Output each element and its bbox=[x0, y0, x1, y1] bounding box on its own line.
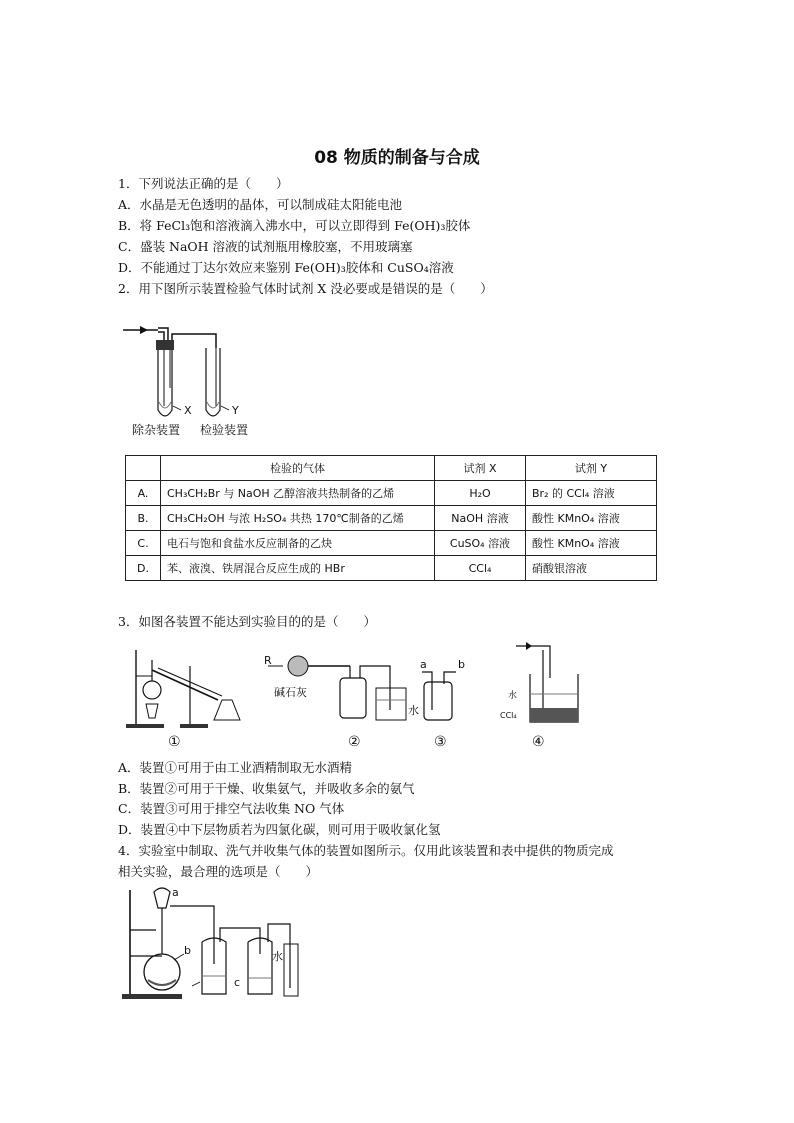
q3-device-4 bbox=[500, 642, 578, 750]
table-header bbox=[126, 456, 161, 481]
table-cell: NaOH 溶液 bbox=[435, 506, 526, 531]
q1-stem: 1．下列说法正确的是（ ） bbox=[118, 176, 289, 191]
q1-option-c: C．盛装 NaOH 溶液的试剂瓶用橡胶塞，不用玻璃塞 bbox=[118, 239, 413, 254]
table-cell: H₂O bbox=[435, 481, 526, 506]
table-cell: D. bbox=[126, 556, 161, 581]
q3-option-b: B．装置②可用于干燥、收集氨气，并吸收多余的氨气 bbox=[118, 781, 415, 796]
table-header: 检验的气体 bbox=[161, 456, 435, 481]
q4-label-water: 水 bbox=[272, 950, 283, 963]
q3-device-2 bbox=[264, 654, 419, 750]
q3-label-r: R bbox=[264, 654, 272, 667]
q1-option-b: B．将 FeCl₃饱和溶液滴入沸水中，可以立即得到 Fe(OH)₃胶体 bbox=[118, 218, 471, 233]
q3-option-a: A．装置①可用于由工业酒精制取无水酒精 bbox=[118, 760, 353, 775]
q4-label-c: c bbox=[234, 976, 241, 989]
q3-option-d: D．装置④中下层物质若为四氯化碳，则可用于吸收氯化氢 bbox=[118, 822, 441, 837]
table-cell: Br₂ 的 CCl₄ 溶液 bbox=[526, 481, 657, 506]
q4-label-b: b bbox=[184, 944, 191, 957]
table-row bbox=[126, 556, 657, 581]
q3-label-soda-lime: 碱石灰 bbox=[274, 686, 307, 699]
table-cell: B. bbox=[126, 506, 161, 531]
q2-options-table bbox=[125, 455, 657, 581]
q2-label-right: 检验装置 bbox=[200, 423, 249, 437]
q3-label-n1: ① bbox=[168, 734, 181, 750]
q3-label-b: b bbox=[458, 658, 465, 671]
q4-stem-line1: 4．实验室中制取、洗气并收集气体的装置如图所示。仅用此该装置和表中提供的物质完成 bbox=[118, 843, 614, 858]
table-cell: 苯、液溴、铁屑混合反应生成的 HBr bbox=[161, 556, 435, 581]
table-cell: CuSO₄ 溶液 bbox=[435, 531, 526, 556]
q3-stem: 3．如图各装置不能达到实验目的的是（ ） bbox=[118, 614, 376, 629]
table-row bbox=[126, 531, 657, 556]
table-cell: 硝酸银溶液 bbox=[526, 556, 657, 581]
q3-apparatus-figure bbox=[118, 638, 588, 753]
table-cell: CH₃CH₂Br 与 NaOH 乙醇溶液共热制备的乙烯 bbox=[161, 481, 435, 506]
q3-label-n3: ③ bbox=[434, 734, 447, 750]
q3-label-water2: 水 bbox=[508, 691, 518, 701]
table-row bbox=[126, 481, 657, 506]
table-header: 试剂 X bbox=[435, 456, 526, 481]
q2-label-left: 除杂装置 bbox=[132, 423, 181, 437]
q2-stem: 2．用下图所示装置检验气体时试剂 X 没必要或是错误的是（ ） bbox=[118, 281, 493, 296]
table-cell: CCl₄ bbox=[435, 556, 526, 581]
table-header: 试剂 Y bbox=[526, 456, 657, 481]
q1-option-a: A．水晶是无色透明的晶体，可以制成硅太阳能电池 bbox=[118, 197, 403, 212]
table-cell: 酸性 KMnO₄ 溶液 bbox=[526, 531, 657, 556]
q1-option-d: D．不能通过丁达尔效应来鉴别 Fe(OH)₃胶体和 CuSO₄溶液 bbox=[118, 260, 454, 275]
table-cell: A. bbox=[126, 481, 161, 506]
table-header-row bbox=[126, 456, 657, 481]
q3-option-c: C．装置③可用于排空气法收集 NO 气体 bbox=[118, 801, 345, 816]
q4-apparatus-figure bbox=[118, 884, 318, 1004]
q3-device-1 bbox=[126, 650, 240, 750]
table-cell: 电石与饱和食盐水反应制备的乙炔 bbox=[161, 531, 435, 556]
table-cell: 酸性 KMnO₄ 溶液 bbox=[526, 506, 657, 531]
q3-device-3 bbox=[420, 658, 465, 750]
q3-label-a: a bbox=[420, 658, 427, 671]
table-cell: CH₃CH₂OH 与浓 H₂SO₄ 共热 170℃制备的乙烯 bbox=[161, 506, 435, 531]
q2-label-y: Y bbox=[232, 404, 239, 417]
table-cell: C. bbox=[126, 531, 161, 556]
q3-label-ccl4: CCl₄ bbox=[500, 711, 517, 720]
table-row bbox=[126, 506, 657, 531]
q3-label-n4: ④ bbox=[532, 734, 545, 750]
q3-label-water: 水 bbox=[408, 704, 419, 717]
q2-label-x: X bbox=[184, 404, 192, 417]
q2-apparatus-figure bbox=[118, 318, 278, 443]
q3-label-n2: ② bbox=[348, 734, 361, 750]
q4-stem-line2: 相关实验，最合理的选项是（ ） bbox=[118, 864, 319, 879]
page-title: 08 物质的制备与合成 bbox=[314, 148, 480, 168]
q4-label-a: a bbox=[172, 886, 179, 899]
